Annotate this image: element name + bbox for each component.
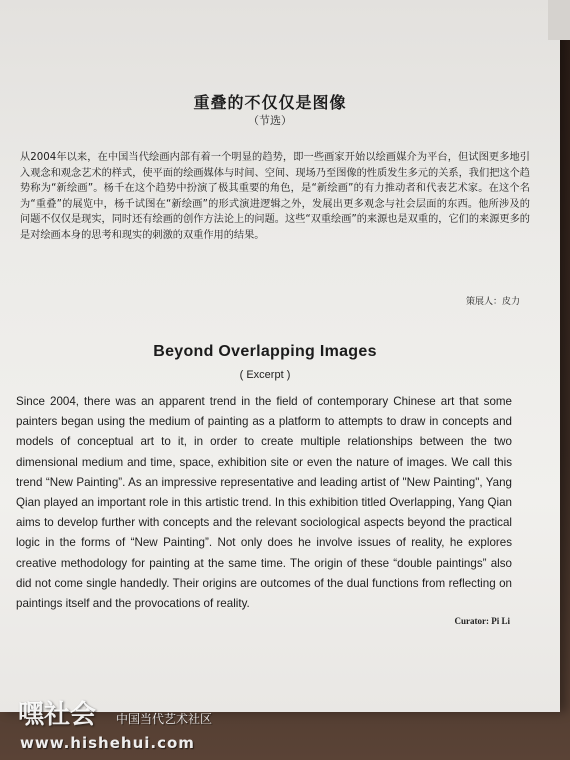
chinese-title: 重叠的不仅仅是图像 bbox=[193, 93, 347, 112]
english-body-text: Since 2004, there was an apparent trend in the field of contemporary Chinese art that some painters began using the medium of painting as a platform to attempts to draw in concepts and models of conceptual art to it, in order to create multiple relationships between the two dimensional medium and time, space, exhibition site or even the nature of images. We call this trend “New Painting”. As an impressive representative and leading artist of "New Painting", Yang Qian played an important role in this artistic trend. In this exhibition titled Overlapping, Yang Qian aims to develop further with concepts and the relevant sociological aspects beyond the practical logic in the forms of “New Painting”. Not only does he involve issues of reality, he explores creative methodology for painting at the same time. The origin of these “double paintings” also did not come single handedly. Their origins are outcomes of the dual functions from reflecting on paintings itself and the provocations of reality. bbox=[16, 395, 512, 611]
chinese-body-text: 从2004年以来，在中国当代绘画内部有着一个明显的趋势，即一些画家开始以绘画媒介为平台，但试图更多地引入观念和观念艺术的样式，使平面的绘画媒体与时间、空间、现场乃至图像的性质发生多元的关系，我们把这个趋势称为“新绘画”。杨千在这个趋势中扮演了极其重要的角色，是“新绘画”的有力推动者和代表艺术家。在这个名为“重叠”的展览中，杨千试图在“新绘画”的形式演进逻辑之外，发展出更多观念与社会层面的东西。他所涉及的问题不仅仅是现实，同时还有绘画的创作方法论上的问题。这些“双重绘画”的来源也是双重的，它们的来源更多的是对绘画本身的思考和现实的刺激的双重作用的结果。 bbox=[20, 152, 530, 241]
watermark-url: www.hishehui.com bbox=[20, 734, 195, 752]
chinese-curator-credit: 策展人：皮力 bbox=[465, 297, 520, 307]
watermark-logo: 嘿社会 bbox=[18, 700, 97, 730]
chinese-subtitle: （节选） bbox=[248, 114, 292, 127]
watermark-site-name: 中国当代艺术社区 bbox=[116, 712, 213, 726]
english-subtitle: ( Excerpt ) bbox=[239, 369, 291, 381]
english-curator-credit: Curator: Pi Li bbox=[454, 616, 510, 626]
panel-edge bbox=[548, 0, 570, 40]
english-title: Beyond Overlapping Images bbox=[153, 343, 377, 360]
